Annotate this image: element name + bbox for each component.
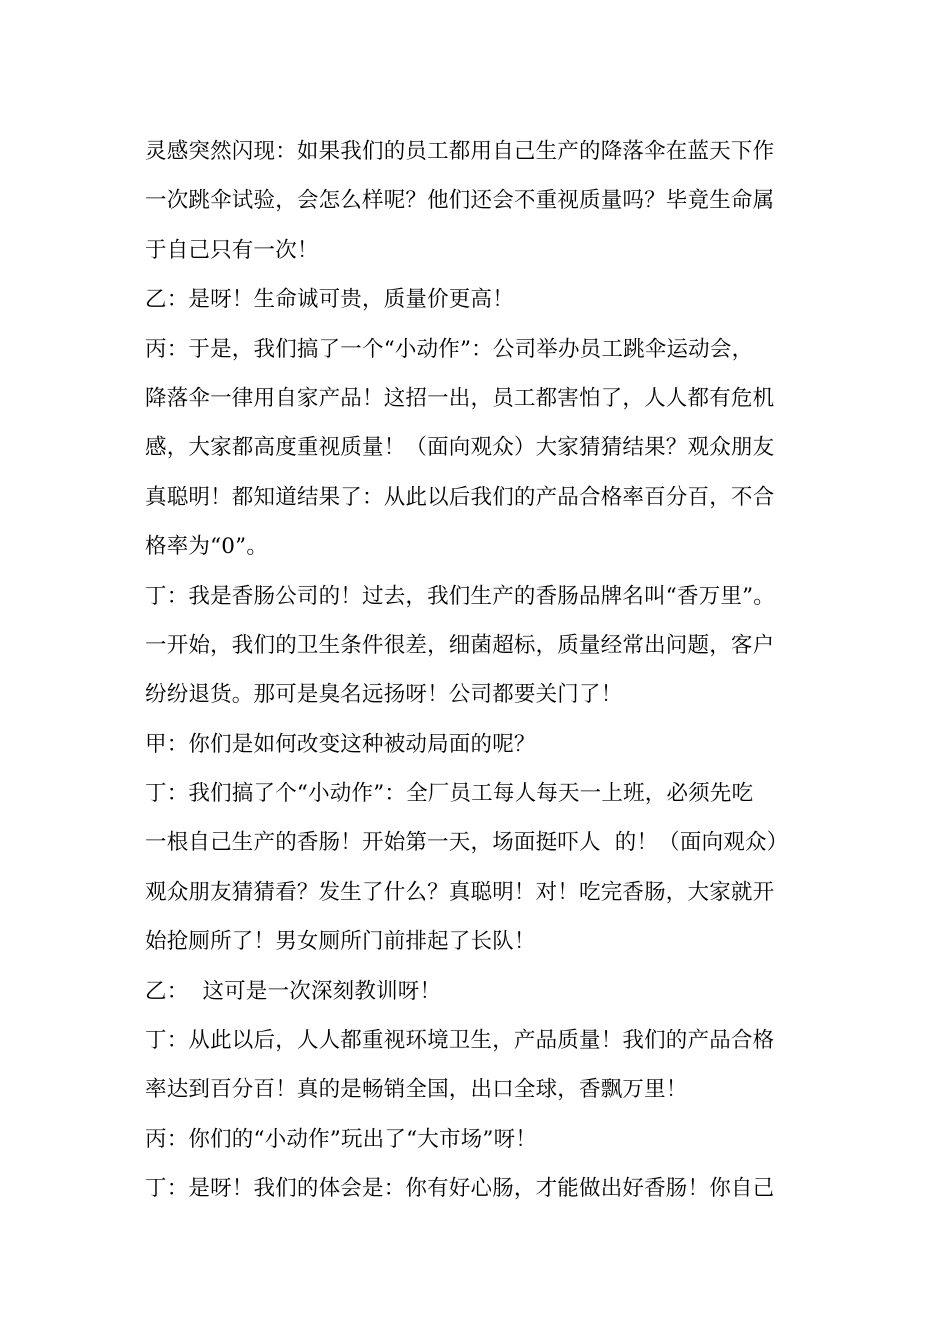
text-line: 始抢厕所了！男女厕所门前排起了长队！ [145, 929, 536, 955]
text-line: 一次跳伞试验，会怎么样呢？他们还会不重视质量吗？毕竟生命属 [145, 188, 775, 214]
text-line: 真聪明！都知道结果了：从此以后我们的产品合格率百分百，不合 [145, 484, 775, 510]
text-line: 降落伞一律用自家产品！这招一出，员工都害怕了，人人都有危机 [145, 385, 775, 411]
script-text [145, 132, 825, 1219]
text-line: 纷纷退货。那可是臭名远扬呀！公司都要关门了！ [145, 682, 623, 708]
text-line: 丁：是呀！我们的体会是：你有好心肠，才能做出好香肠！你自己 [145, 1176, 775, 1202]
text-line: 乙： 这可是一次深刻教训呀！ [145, 978, 442, 1004]
text-line: 一开始，我们的卫生条件很差，细菌超标，质量经常出问题，客户 [145, 632, 775, 658]
text-line: 甲：你们是如何改变这种被动局面的呢？ [145, 731, 536, 757]
text-line: 观众朋友猜猜看？发生了什么？真聪明！对！吃完香肠，大家就开 [145, 879, 775, 905]
text-line: 率达到百分百！真的是畅销全国，出口全球，香飘万里！ [145, 1077, 688, 1103]
text-line: 丙：于是，我们搞了一个“小动作”：公司举办员工跳伞运动会， [145, 336, 754, 362]
text-line: 灵感突然闪现：如果我们的员工都用自己生产的降落伞在蓝天下作 [145, 139, 775, 164]
text-line: 一根自己生产的香肠！开始第一天，场面挺吓人 的！（面向观众） [145, 830, 789, 856]
text-line: 丁：我是香肠公司的！过去，我们生产的香肠品牌名叫“香万里”。 [145, 583, 775, 609]
text-line: 丁：从此以后，人人都重视环境卫生，产品质量！我们的产品合格 [145, 1028, 775, 1054]
text-line: 丁：我们搞了个“小动作”：全厂员工每人每天一上班，必须先吃 [145, 781, 754, 807]
text-line: 于自己只有一次！ [145, 237, 319, 263]
text-line: 乙：是呀！生命诚可贵，质量价更高！ [145, 287, 514, 313]
text-line: 丙：你们的“小动作”玩出了“大市场”呀！ [145, 1126, 537, 1152]
text-line: 格率为“0”。 [145, 534, 269, 560]
text-line: 感，大家都高度重视质量！（面向观众）大家猜猜结果？观众朋友 [145, 435, 775, 461]
